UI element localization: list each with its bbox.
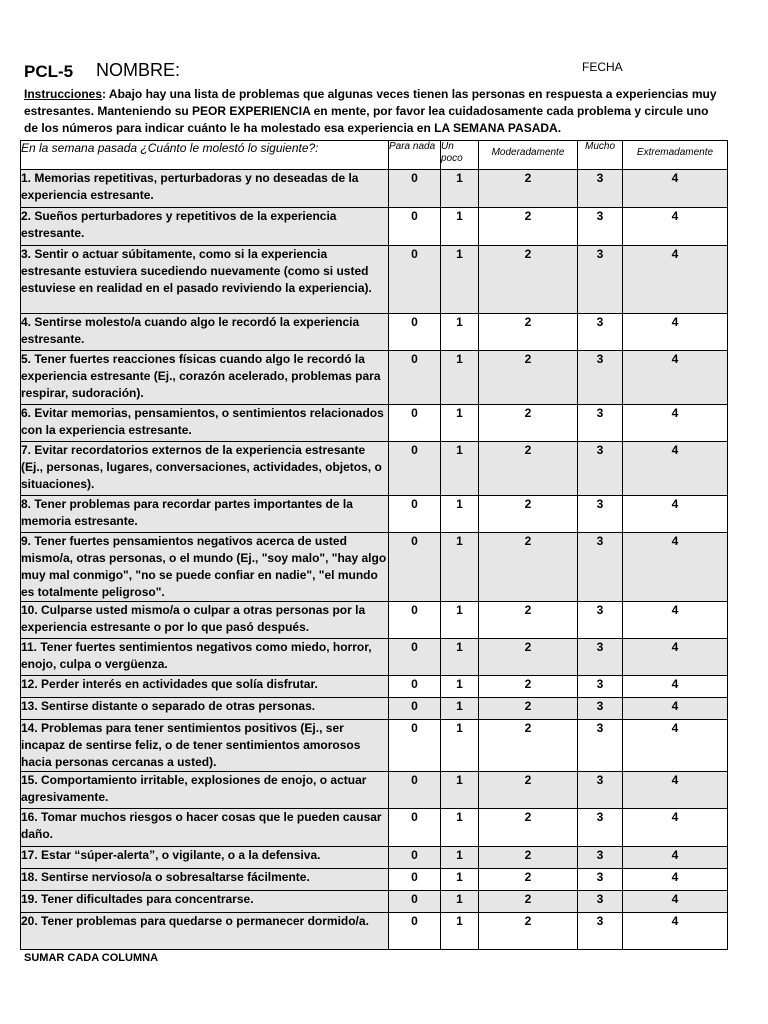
- rating-option-2[interactable]: 2: [479, 913, 578, 950]
- rating-option-2[interactable]: 2: [479, 676, 578, 698]
- rating-option-2[interactable]: 2: [479, 639, 578, 676]
- rating-option-4[interactable]: 4: [623, 891, 728, 913]
- rating-option-1[interactable]: 1: [441, 496, 479, 533]
- rating-option-4[interactable]: 4: [623, 208, 728, 246]
- rating-option-2[interactable]: 2: [479, 869, 578, 891]
- table-row: [21, 698, 728, 720]
- rating-option-1[interactable]: 1: [441, 639, 479, 676]
- rating-option-4[interactable]: 4: [623, 496, 728, 533]
- rating-option-3[interactable]: 3: [578, 772, 623, 809]
- rating-option-3[interactable]: 3: [578, 639, 623, 676]
- table-row: [21, 891, 728, 913]
- rating-option-1[interactable]: 1: [441, 913, 479, 950]
- rating-option-0[interactable]: 0: [389, 602, 441, 639]
- question-item-14: 14. Problemas para tener sentimientos positivos (Ej., ser incapaz de sentirse feliz, o de tener sentimientos amorosos hacia personas cercanas a usted).: [21, 720, 389, 772]
- option-header-extremadamente: Extremadamente: [623, 141, 728, 170]
- rating-option-3[interactable]: 3: [578, 720, 623, 772]
- rating-option-4[interactable]: 4: [623, 246, 728, 314]
- table-row: [21, 351, 728, 405]
- form-id: PCL-5: [24, 62, 74, 81]
- question-item-2: 2. Sueños perturbadores y repetitivos de la experiencia estresante.: [21, 208, 389, 246]
- rating-option-2[interactable]: 2: [479, 772, 578, 809]
- question-item-9: 9. Tener fuertes pensamientos negativos acerca de usted mismo/a, otras personas, o el mundo (Ej., "soy malo", "hay algo muy mal conmigo", "no se puede confiar en nadie", "el mundo es totalmente peligroso".: [21, 533, 389, 602]
- rating-option-0[interactable]: 0: [389, 847, 441, 869]
- rating-option-4[interactable]: 4: [623, 442, 728, 496]
- rating-option-1[interactable]: 1: [441, 208, 479, 246]
- rating-option-3[interactable]: 3: [578, 351, 623, 405]
- table-row: [21, 913, 728, 950]
- question-item-12: 12. Perder interés en actividades que solía disfrutar.: [21, 676, 389, 698]
- name-label: NOMBRE:: [96, 60, 181, 80]
- table-row: [21, 772, 728, 809]
- table-row: [21, 809, 728, 847]
- rating-option-3[interactable]: 3: [578, 847, 623, 869]
- table-header-row: [21, 141, 728, 170]
- instructions-text: : Abajo hay una lista de problemas que algunas veces tienen las personas en respuesta a experiencias muy estresantes. Manteniendo su PEOR EXPERIENCIA en mente, por favor lea cuidadosamente cada problema y circule uno de los números para indicar cuánto le ha molestado esa experiencia en LA SEMANA PASADA.: [24, 87, 717, 135]
- rating-option-3[interactable]: 3: [578, 676, 623, 698]
- rating-option-4[interactable]: 4: [623, 676, 728, 698]
- question-item-1: 1. Memorias repetitivas, perturbadoras y no deseadas de la experiencia estresante.: [21, 170, 389, 208]
- question-item-8: 8. Tener problemas para recordar partes importantes de la memoria estresante.: [21, 496, 389, 533]
- pcl5-table: [20, 140, 728, 950]
- rating-option-1[interactable]: 1: [441, 676, 479, 698]
- rating-option-3[interactable]: 3: [578, 698, 623, 720]
- rating-option-3[interactable]: 3: [578, 442, 623, 496]
- option-header-para-nada: Para nada: [389, 141, 441, 170]
- question-item-20: 20. Tener problemas para quedarse o permanecer dormido/a.: [21, 913, 389, 950]
- form-header: [24, 60, 724, 84]
- date-label: FECHA: [582, 60, 623, 74]
- question-item-7: 7. Evitar recordatorios externos de la experiencia estresante (Ej., personas, lugares, conversaciones, actividades, objetos, o situaciones).: [21, 442, 389, 496]
- table-row: [21, 405, 728, 442]
- table-row: [21, 533, 728, 602]
- rating-option-0[interactable]: 0: [389, 639, 441, 676]
- table-row: [21, 314, 728, 351]
- rating-option-3[interactable]: 3: [578, 891, 623, 913]
- rating-option-2[interactable]: 2: [479, 351, 578, 405]
- option-header-un-poco: Un poco: [441, 141, 479, 170]
- rating-option-1[interactable]: 1: [441, 442, 479, 496]
- rating-option-1[interactable]: 1: [441, 351, 479, 405]
- rating-option-0[interactable]: 0: [389, 246, 441, 314]
- rating-option-4[interactable]: 4: [623, 170, 728, 208]
- rating-option-2[interactable]: 2: [479, 720, 578, 772]
- rating-option-0[interactable]: 0: [389, 720, 441, 772]
- rating-option-1[interactable]: 1: [441, 170, 479, 208]
- rating-option-1[interactable]: 1: [441, 314, 479, 351]
- rating-option-3[interactable]: 3: [578, 496, 623, 533]
- rating-option-4[interactable]: 4: [623, 639, 728, 676]
- rating-option-1[interactable]: 1: [441, 772, 479, 809]
- rating-option-2[interactable]: 2: [479, 698, 578, 720]
- question-header: En la semana pasada ¿Cuánto le molestó lo siguiente?:: [21, 141, 389, 170]
- question-item-18: 18. Sentirse nervioso/a o sobresaltarse fácilmente.: [21, 869, 389, 891]
- rating-option-2[interactable]: 2: [479, 170, 578, 208]
- rating-option-0[interactable]: 0: [389, 891, 441, 913]
- rating-option-3[interactable]: 3: [578, 246, 623, 314]
- question-item-3: 3. Sentir o actuar súbitamente, como si la experiencia estresante estuviera sucediendo nuevamente (como si usted estuviese en realidad en el pasado reviviendo la experiencia).: [21, 246, 389, 314]
- rating-option-2[interactable]: 2: [479, 442, 578, 496]
- rating-option-4[interactable]: 4: [623, 869, 728, 891]
- rating-option-4[interactable]: 4: [623, 847, 728, 869]
- rating-option-2[interactable]: 2: [479, 602, 578, 639]
- option-header-mucho: Mucho: [578, 141, 623, 170]
- rating-option-2[interactable]: 2: [479, 246, 578, 314]
- table-row: [21, 720, 728, 772]
- rating-option-3[interactable]: 3: [578, 809, 623, 847]
- rating-option-2[interactable]: 2: [479, 405, 578, 442]
- rating-option-3[interactable]: 3: [578, 170, 623, 208]
- question-item-15: 15. Comportamiento irritable, explosiones de enojo, o actuar agresivamente.: [21, 772, 389, 809]
- rating-option-0[interactable]: 0: [389, 442, 441, 496]
- rating-option-4[interactable]: 4: [623, 698, 728, 720]
- table-row: [21, 639, 728, 676]
- rating-option-4[interactable]: 4: [623, 809, 728, 847]
- table-row: [21, 676, 728, 698]
- table-row: [21, 847, 728, 869]
- rating-option-0[interactable]: 0: [389, 698, 441, 720]
- question-item-17: 17. Estar “súper-alerta”, o vigilante, o a la defensiva.: [21, 847, 389, 869]
- question-item-6: 6. Evitar memorias, pensamientos, o sentimientos relacionados con la experiencia estresante.: [21, 405, 389, 442]
- rating-option-2[interactable]: 2: [479, 847, 578, 869]
- question-item-19: 19. Tener dificultades para concentrarse.: [21, 891, 389, 913]
- rating-option-1[interactable]: 1: [441, 602, 479, 639]
- rating-option-0[interactable]: 0: [389, 772, 441, 809]
- table-row: [21, 869, 728, 891]
- rating-option-0[interactable]: 0: [389, 869, 441, 891]
- rating-option-1[interactable]: 1: [441, 847, 479, 869]
- rating-option-0[interactable]: 0: [389, 533, 441, 602]
- question-item-5: 5. Tener fuertes reacciones físicas cuando algo le recordó la experiencia estresante (Ej., corazón acelerado, problemas para respirar, sudoración).: [21, 351, 389, 405]
- rating-option-0[interactable]: 0: [389, 405, 441, 442]
- sum-columns-label: SUMAR CADA COLUMNA: [24, 952, 159, 964]
- rating-option-4[interactable]: 4: [623, 772, 728, 809]
- question-item-10: 10. Culparse usted mismo/a o culpar a otras personas por la experiencia estresante o por lo que pasó después.: [21, 602, 389, 639]
- rating-option-2[interactable]: 2: [479, 891, 578, 913]
- question-item-13: 13. Sentirse distante o separado de otras personas.: [21, 698, 389, 720]
- rating-option-1[interactable]: 1: [441, 246, 479, 314]
- rating-option-2[interactable]: 2: [479, 496, 578, 533]
- rating-option-3[interactable]: 3: [578, 208, 623, 246]
- rating-option-4[interactable]: 4: [623, 533, 728, 602]
- table-row: [21, 602, 728, 639]
- rating-option-1[interactable]: 1: [441, 720, 479, 772]
- rating-option-0[interactable]: 0: [389, 676, 441, 698]
- rating-option-4[interactable]: 4: [623, 913, 728, 950]
- rating-option-0[interactable]: 0: [389, 809, 441, 847]
- table-row: [21, 246, 728, 314]
- table-row: [21, 208, 728, 246]
- table-row: [21, 496, 728, 533]
- rating-option-3[interactable]: 3: [578, 533, 623, 602]
- rating-option-0[interactable]: 0: [389, 496, 441, 533]
- option-header-moderadamente: Moderadamente: [479, 141, 578, 170]
- table-row: [21, 442, 728, 496]
- rating-option-0[interactable]: 0: [389, 351, 441, 405]
- rating-option-3[interactable]: 3: [578, 602, 623, 639]
- rating-option-0[interactable]: 0: [389, 208, 441, 246]
- rating-option-4[interactable]: 4: [623, 314, 728, 351]
- rating-option-2[interactable]: 2: [479, 533, 578, 602]
- rating-option-3[interactable]: 3: [578, 405, 623, 442]
- question-item-16: 16. Tomar muchos riesgos o hacer cosas que le pueden causar daño.: [21, 809, 389, 847]
- rating-option-0[interactable]: 0: [389, 170, 441, 208]
- rating-option-1[interactable]: 1: [441, 698, 479, 720]
- rating-option-1[interactable]: 1: [441, 891, 479, 913]
- rating-option-3[interactable]: 3: [578, 869, 623, 891]
- table-row: [21, 170, 728, 208]
- rating-option-3[interactable]: 3: [578, 314, 623, 351]
- rating-option-4[interactable]: 4: [623, 602, 728, 639]
- rating-option-0[interactable]: 0: [389, 314, 441, 351]
- rating-option-0[interactable]: 0: [389, 913, 441, 950]
- question-item-4: 4. Sentirse molesto/a cuando algo le recordó la experiencia estresante.: [21, 314, 389, 351]
- rating-option-2[interactable]: 2: [479, 208, 578, 246]
- rating-option-1[interactable]: 1: [441, 809, 479, 847]
- rating-option-4[interactable]: 4: [623, 720, 728, 772]
- rating-option-3[interactable]: 3: [578, 913, 623, 950]
- rating-option-2[interactable]: 2: [479, 314, 578, 351]
- rating-option-4[interactable]: 4: [623, 405, 728, 442]
- rating-option-1[interactable]: 1: [441, 869, 479, 891]
- rating-option-1[interactable]: 1: [441, 533, 479, 602]
- rating-option-4[interactable]: 4: [623, 351, 728, 405]
- instructions: [24, 86, 724, 137]
- rating-option-2[interactable]: 2: [479, 809, 578, 847]
- question-item-11: 11. Tener fuertes sentimientos negativos como miedo, horror, enojo, culpa o vergüenza.: [21, 639, 389, 676]
- instructions-lead: Instrucciones: [24, 87, 103, 101]
- rating-option-1[interactable]: 1: [441, 405, 479, 442]
